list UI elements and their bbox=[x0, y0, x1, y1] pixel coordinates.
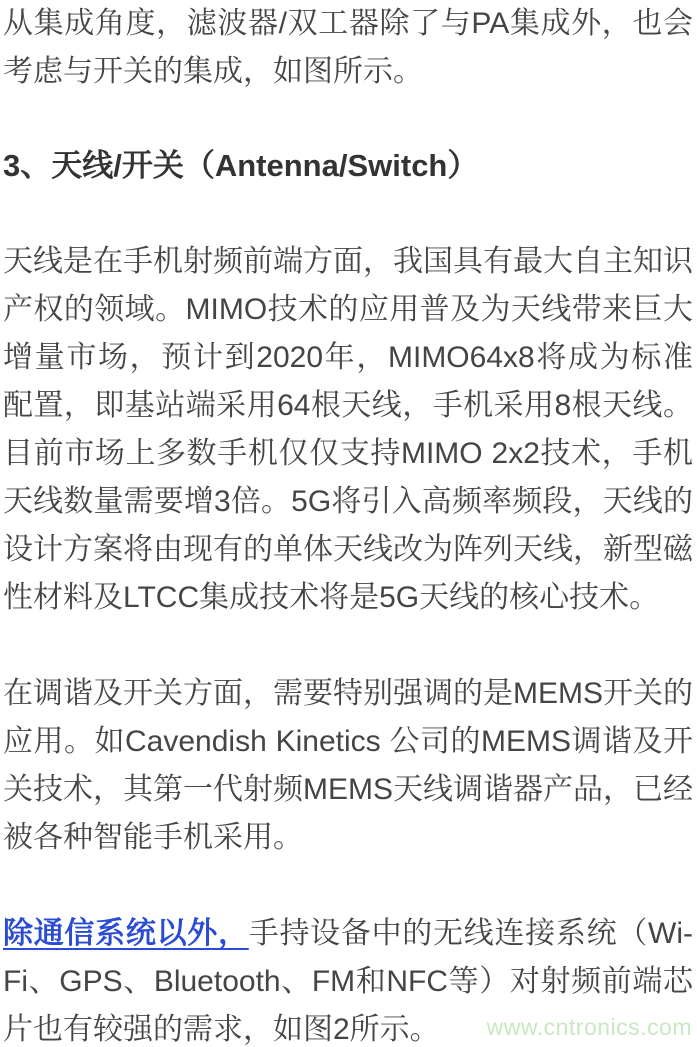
link-besides-communication-systems[interactable]: 除通信系统以外， bbox=[3, 917, 249, 950]
paragraph-integration-intro: 从集成角度，滤波器/双工器除了与PA集成外，也会考虑与开关的集成，如图所示。 bbox=[3, 7, 693, 88]
paragraph-connectivity bbox=[3, 910, 693, 1047]
watermark-cntronics: www.cntronics.com bbox=[486, 1014, 692, 1040]
paragraph-connectivity-text: 手持设备中的无线连接系统（Wi-Fi、GPS、Bluetooth、FM和NFC等）对射频前端芯片也有较强的需求，如图2所示。 bbox=[3, 917, 694, 1046]
paragraph-mems-switch: 在调谐及开关方面，需要特别强调的是MEMS开关的应用。如Cavendish Kinetics 公司的MEMS调谐及开关技术，其第一代射频MEMS天线调谐器产品，已经被各种智能手机采用。 bbox=[3, 677, 693, 854]
section-heading-antenna-switch: 3、天线/开关（Antenna/Switch） bbox=[3, 148, 479, 183]
paragraph-antenna-mimo: 天线是在手机射频前端方面，我国具有最大自主知识产权的领域。MIMO技术的应用普及为天线带来巨大增量市场，预计到2020年，MIMO64x8将成为标准配置，即基站端采用64根天线，手机采用8根天线。目前市场上多数手机仅仅支持MIMO 2x2技术，手机天线数量需要增3倍。5G将引入高频率频段，天线的设计方案将由现有的单体天线改为阵列天线，新型磁性材料及LTCC集成技术将是5G天线的核心技术。 bbox=[3, 245, 693, 614]
